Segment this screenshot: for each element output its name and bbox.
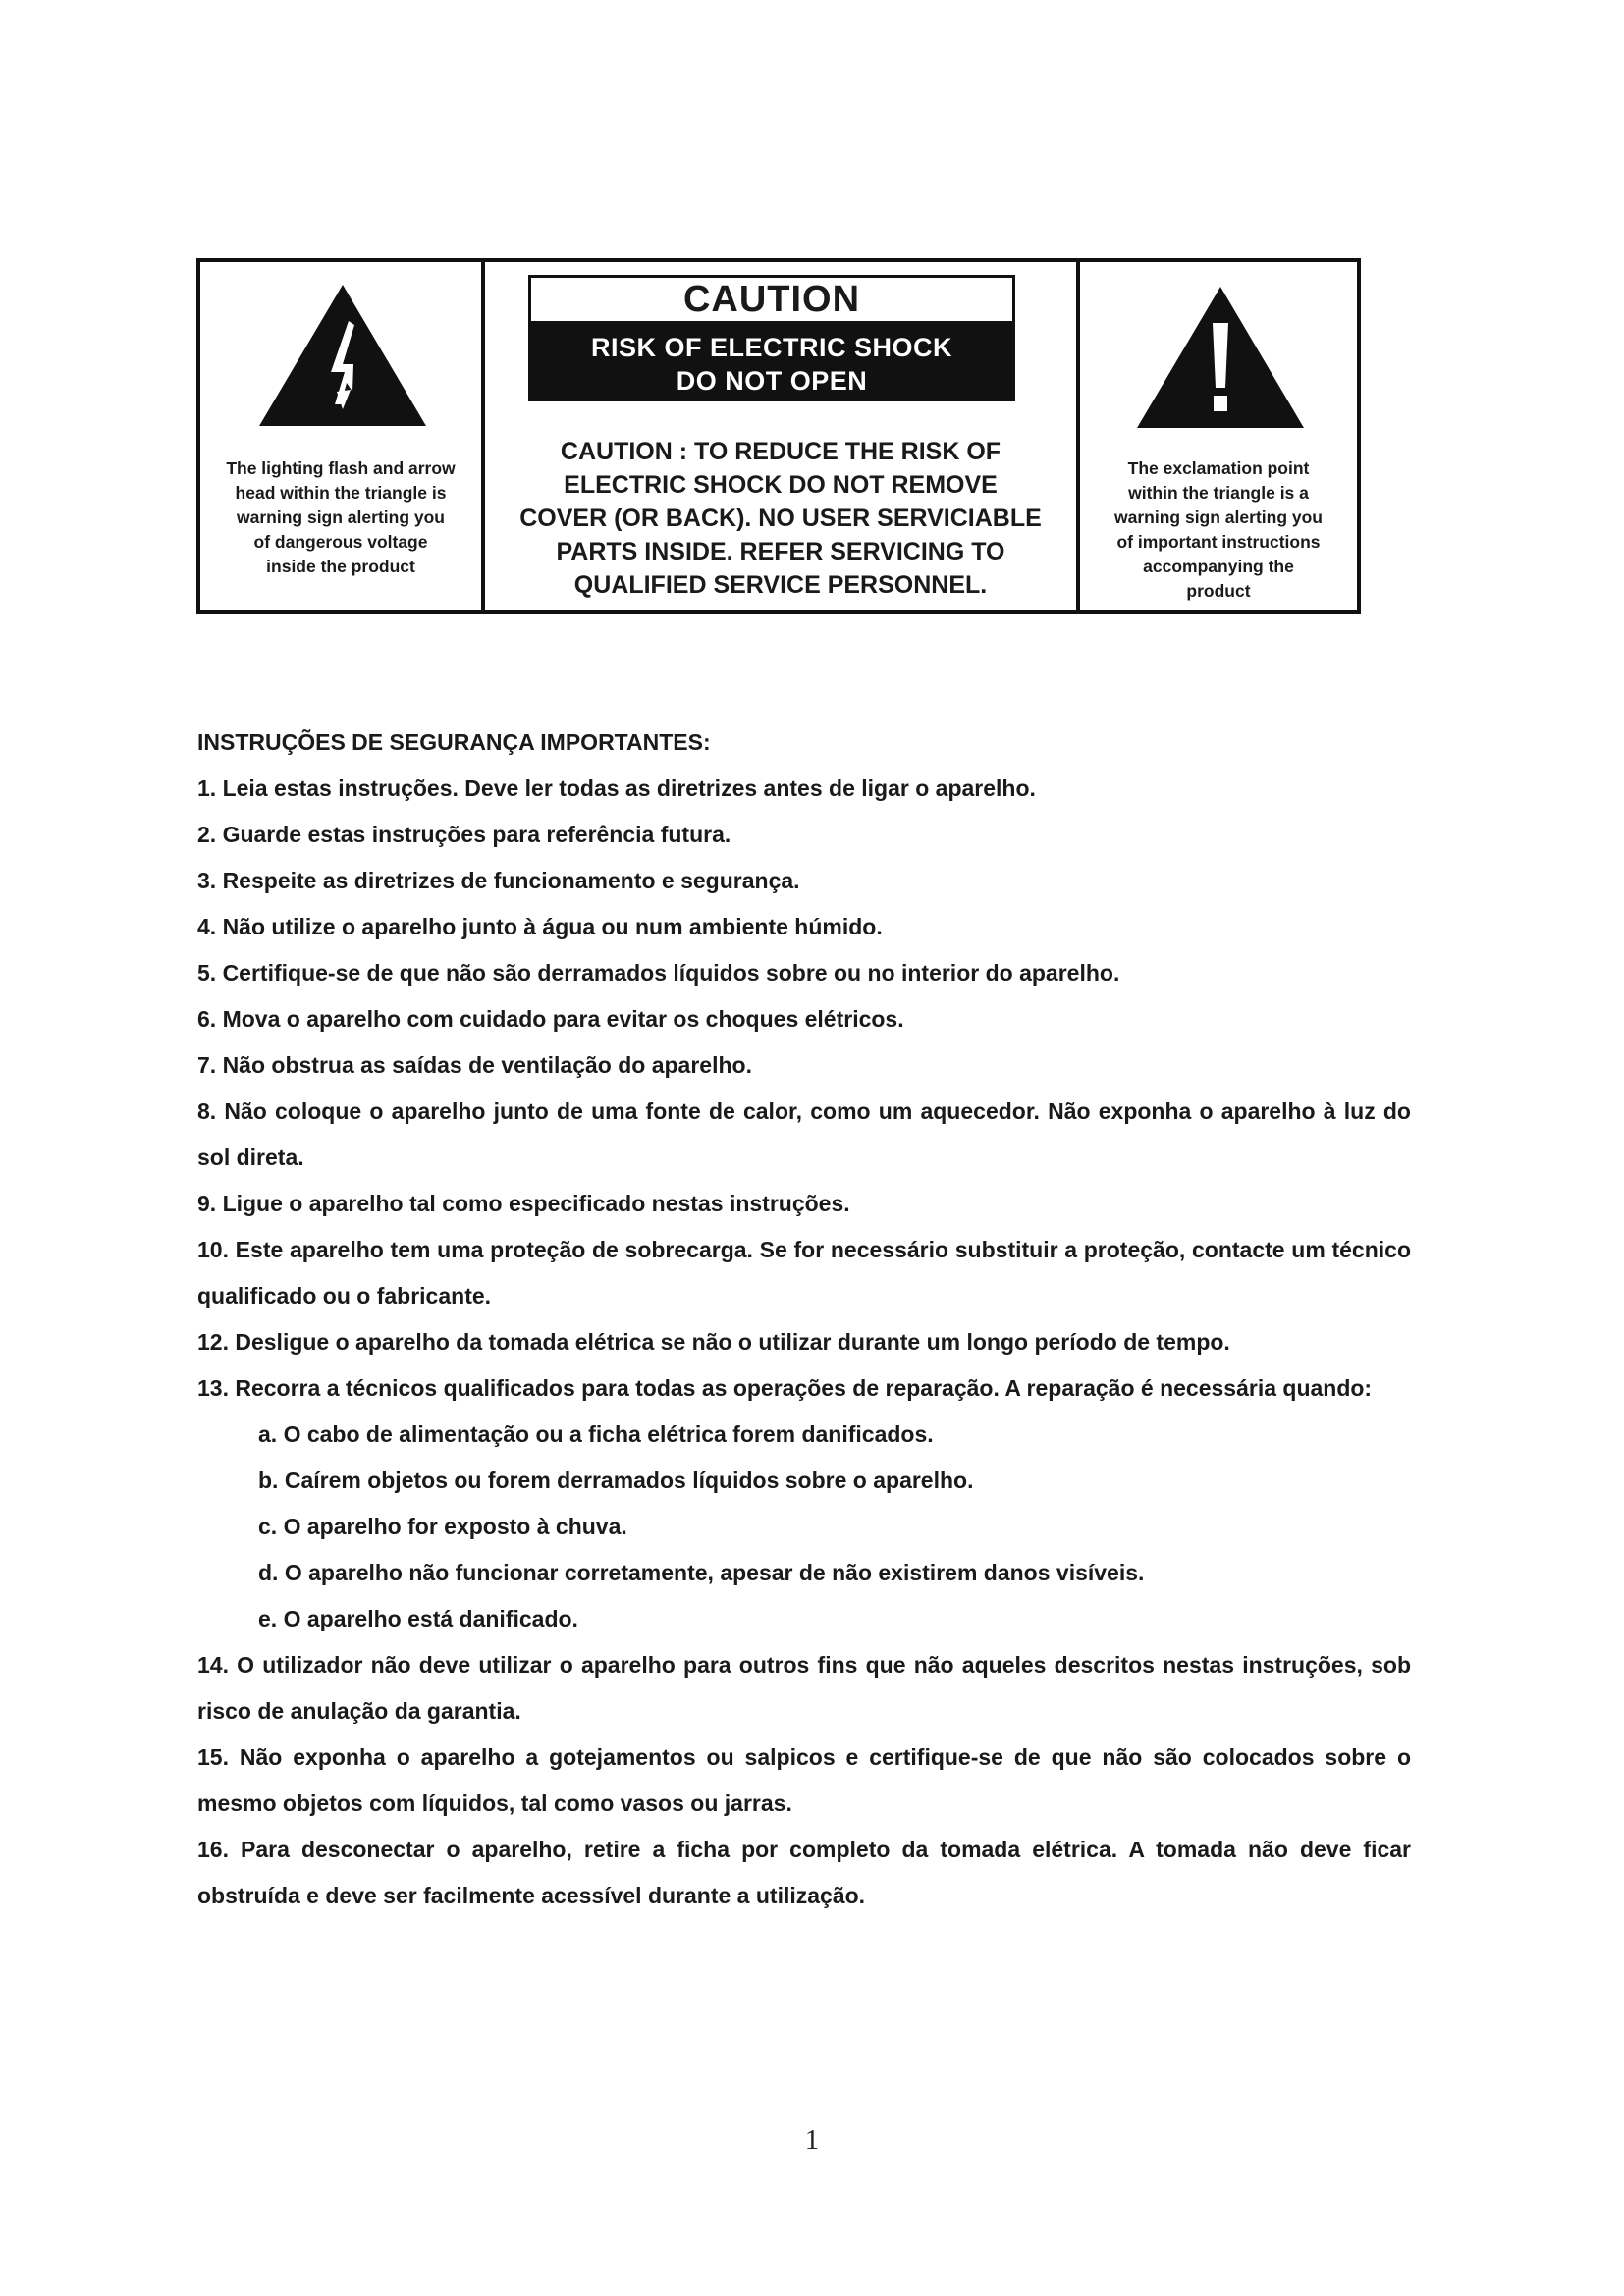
- instruction-item: 3. Respeite as diretrizes de funcionamento e segurança.: [197, 868, 800, 893]
- banner-line: RISK OF ELECTRIC SHOCK: [590, 333, 952, 362]
- caution-banner: [528, 324, 1015, 401]
- left-text-line: The lighting flash and arrow: [226, 458, 456, 478]
- instruction-item: 5. Certifique-se de que não são derramados líquidos sobre ou no interior do aparelho.: [197, 960, 1120, 986]
- center-text-line: PARTS INSIDE. REFER SERVICING TO: [556, 538, 1005, 565]
- safety-instructions: [197, 720, 1411, 1919]
- caution-instructions: [491, 435, 1070, 602]
- instruction-item: 7. Não obstrua as saídas de ventilação do aparelho.: [197, 1052, 752, 1078]
- center-text-line: ELECTRIC SHOCK DO NOT REMOVE: [564, 471, 998, 499]
- banner-line: DO NOT OPEN: [676, 366, 868, 396]
- page-number: 1: [804, 2124, 820, 2156]
- instruction-item: 16. Para desconectar o aparelho, retire a ficha por completo da tomada elétrica. A tomada não deve ficar obstruída e deve ser facilmente acessível durante a utilização.: [197, 1837, 1411, 1908]
- instruction-sub-item: c. O aparelho for exposto à chuva.: [258, 1514, 627, 1539]
- center-text-line: CAUTION : TO REDUCE THE RISK OF: [560, 438, 1001, 465]
- instruction-item: 8. Não coloque o aparelho junto de uma fonte de calor, como um aquecedor. Não exponha o aparelho à luz do sol direta.: [197, 1098, 1411, 1170]
- instruction-item: 1. Leia estas instruções. Deve ler todas as diretrizes antes de ligar o aparelho.: [197, 775, 1036, 801]
- instruction-item: 9. Ligue o aparelho tal como especificado nestas instruções.: [197, 1191, 850, 1216]
- caution-right-panel: [1080, 262, 1357, 610]
- left-text-line: of dangerous voltage: [253, 532, 428, 552]
- instruction-sub-item: e. O aparelho está danificado.: [258, 1606, 578, 1631]
- caution-label: [196, 258, 1361, 614]
- instruction-sub-item: a. O cabo de alimentação ou a ficha elétrica forem danificados.: [258, 1421, 934, 1447]
- center-text-line: COVER (OR BACK). NO USER SERVICIABLE: [519, 505, 1042, 532]
- left-text-line: head within the triangle is: [235, 483, 447, 503]
- instruction-item: 14. O utilizador não deve utilizar o aparelho para outros fins que não aqueles descritos nestas instruções, sob risco de anulação da garantia.: [197, 1652, 1411, 1724]
- instruction-sub-item: d. O aparelho não funcionar corretamente, apesar de não existirem danos visíveis.: [258, 1560, 1145, 1585]
- instruction-item: 6. Mova o aparelho com cuidado para evitar os choques elétricos.: [197, 1006, 904, 1032]
- center-text-line: QUALIFIED SERVICE PERSONNEL.: [573, 571, 988, 599]
- instruction-item: 15. Não exponha o aparelho a gotejamentos ou salpicos e certifique-se de que não são colocados sobre o mesmo objetos com líquidos, tal como vasos ou jarras.: [197, 1744, 1411, 1816]
- instruction-item: 13. Recorra a técnicos qualificados para todas as operações de reparação. A reparação é necessária quando:: [197, 1375, 1373, 1401]
- left-text-line: warning sign alerting you: [237, 507, 445, 527]
- caution-title: CAUTION: [528, 275, 1015, 324]
- caution-center-panel: [485, 262, 1080, 610]
- left-text-line: inside the product: [266, 557, 415, 576]
- instruction-item: 12. Desligue o aparelho da tomada elétrica se não o utilizar durante um longo período de tempo.: [197, 1329, 1230, 1355]
- instruction-item: 10. Este aparelho tem uma proteção de sobrecarga. Se for necessário substituir a proteção, contacte um técnico qualificado ou o fabricante.: [197, 1237, 1411, 1308]
- caution-left-panel: [200, 262, 485, 610]
- instructions-heading: INSTRUÇÕES DE SEGURANÇA IMPORTANTES:: [197, 729, 711, 755]
- right-text-line: The exclamation point: [1127, 458, 1310, 478]
- right-text-line: accompanying the: [1143, 557, 1294, 576]
- right-text-line: warning sign alerting you: [1114, 507, 1323, 527]
- instruction-item: 4. Não utilize o aparelho junto à água ou num ambiente húmido.: [197, 914, 883, 939]
- exclamation-warning-text: [1088, 456, 1349, 604]
- lightning-triangle-icon: [256, 282, 429, 429]
- right-text-line: product: [1186, 581, 1251, 601]
- instruction-item: 2. Guarde estas instruções para referência futura.: [197, 822, 731, 847]
- right-text-line: of important instructions: [1116, 532, 1321, 552]
- right-text-line: within the triangle is a: [1128, 483, 1309, 503]
- lightning-warning-text: [208, 456, 473, 579]
- instruction-sub-item: b. Caírem objetos ou forem derramados líquidos sobre o aparelho.: [258, 1468, 974, 1493]
- exclamation-triangle-icon: [1134, 284, 1307, 431]
